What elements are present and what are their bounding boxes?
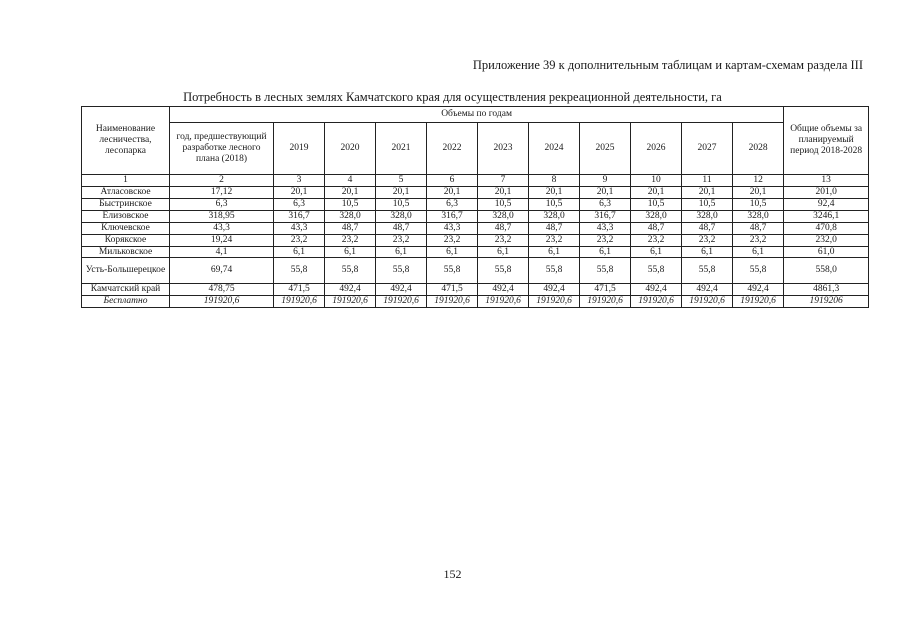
table-cell: 10,5	[682, 198, 733, 210]
recreation-needs-table	[81, 106, 869, 308]
table-cell: 191920,6	[325, 296, 376, 308]
table-cell: 6,1	[427, 246, 478, 258]
table-cell: 328,0	[478, 210, 529, 222]
table-cell: 191920,6	[682, 296, 733, 308]
table-cell: 55,8	[376, 258, 427, 284]
header-total: Общие объемы за планируемый период 2018-2028	[784, 107, 869, 175]
table-cell: 6,1	[733, 246, 784, 258]
table-cell: 92,4	[784, 198, 869, 210]
header-year-2024: 2024	[529, 123, 580, 175]
table-cell: 20,1	[580, 186, 631, 198]
table-cell: 201,0	[784, 186, 869, 198]
column-number: 12	[733, 175, 784, 187]
table-cell: 470,8	[784, 222, 869, 234]
table-cell: 69,74	[170, 258, 274, 284]
table-cell: 20,1	[733, 186, 784, 198]
table-cell: 55,8	[580, 258, 631, 284]
table-cell: 43,3	[274, 222, 325, 234]
table-cell: 316,7	[580, 210, 631, 222]
table-cell: 3246,1	[784, 210, 869, 222]
header-year-2023: 2023	[478, 123, 529, 175]
table-cell: 10,5	[631, 198, 682, 210]
table-cell: 191920,6	[170, 296, 274, 308]
header-year-2027: 2027	[682, 123, 733, 175]
table-cell: 55,8	[682, 258, 733, 284]
column-number: 11	[682, 175, 733, 187]
table-row	[82, 222, 869, 234]
table-cell: 6,1	[376, 246, 427, 258]
column-number: 1	[82, 175, 170, 187]
table-cell: 328,0	[529, 210, 580, 222]
table-cell: 492,4	[376, 284, 427, 296]
table-cell: 191920,6	[529, 296, 580, 308]
table-cell: 6,1	[274, 246, 325, 258]
column-number: 6	[427, 175, 478, 187]
table-cell: 471,5	[580, 284, 631, 296]
table-cell: 316,7	[274, 210, 325, 222]
column-number: 8	[529, 175, 580, 187]
table-cell: 48,7	[631, 222, 682, 234]
table-row	[82, 186, 869, 198]
table-title: Потребность в лесных землях Камчатского края для осуществления рекреационной деятельности, га	[183, 90, 722, 104]
table-cell: 1919206	[784, 296, 869, 308]
table-cell: 48,7	[478, 222, 529, 234]
table-cell: 4,1	[170, 246, 274, 258]
header-volumes-by-year: Объемы по годам	[170, 107, 784, 123]
column-number: 4	[325, 175, 376, 187]
table-cell: 10,5	[325, 198, 376, 210]
table-cell: 6,1	[478, 246, 529, 258]
column-number: 5	[376, 175, 427, 187]
table-cell: 20,1	[325, 186, 376, 198]
table-cell: 55,8	[631, 258, 682, 284]
column-number: 13	[784, 175, 869, 187]
header-year-2021: 2021	[376, 123, 427, 175]
table-row	[82, 210, 869, 222]
table-cell: 191920,6	[478, 296, 529, 308]
table-cell: 20,1	[682, 186, 733, 198]
column-number-row	[82, 175, 869, 187]
table-cell: 10,5	[376, 198, 427, 210]
table-cell: 6,1	[580, 246, 631, 258]
table-cell: 4861,3	[784, 284, 869, 296]
header-base-year: год, предшествующий разработке лесного плана (2018)	[170, 123, 274, 175]
row-name: Камчатский край	[82, 284, 170, 296]
table-cell: 6,3	[427, 198, 478, 210]
table-cell: 232,0	[784, 234, 869, 246]
table-cell: 20,1	[631, 186, 682, 198]
table-cell: 191920,6	[427, 296, 478, 308]
column-number: 3	[274, 175, 325, 187]
table-cell: 23,2	[274, 234, 325, 246]
table-cell: 191920,6	[580, 296, 631, 308]
table-cell: 43,3	[170, 222, 274, 234]
row-name: Усть-Большерецкое	[82, 258, 170, 284]
header-year-2026: 2026	[631, 123, 682, 175]
table-cell: 328,0	[682, 210, 733, 222]
table-cell: 191920,6	[631, 296, 682, 308]
table-cell: 23,2	[478, 234, 529, 246]
header-year-2020: 2020	[325, 123, 376, 175]
table-cell: 61,0	[784, 246, 869, 258]
table-cell: 191920,6	[376, 296, 427, 308]
column-number: 7	[478, 175, 529, 187]
table-cell: 23,2	[682, 234, 733, 246]
table-cell: 10,5	[478, 198, 529, 210]
table-cell: 316,7	[427, 210, 478, 222]
table-cell: 328,0	[733, 210, 784, 222]
column-number: 9	[580, 175, 631, 187]
table-cell: 10,5	[529, 198, 580, 210]
table-row	[82, 296, 869, 308]
table-cell: 43,3	[580, 222, 631, 234]
table-cell: 6,1	[529, 246, 580, 258]
header-year-2022: 2022	[427, 123, 478, 175]
table-cell: 492,4	[682, 284, 733, 296]
table-row	[82, 198, 869, 210]
table-cell: 20,1	[529, 186, 580, 198]
table-cell: 492,4	[529, 284, 580, 296]
header-year-2028: 2028	[733, 123, 784, 175]
row-name: Атласовское	[82, 186, 170, 198]
appendix-caption: Приложение 39 к дополнительным таблицам и картам-схемам раздела III	[472, 58, 863, 72]
table-cell: 23,2	[376, 234, 427, 246]
table-cell: 48,7	[682, 222, 733, 234]
table-cell: 48,7	[529, 222, 580, 234]
table-cell: 20,1	[376, 186, 427, 198]
table-cell: 48,7	[325, 222, 376, 234]
table-cell: 492,4	[325, 284, 376, 296]
table-cell: 48,7	[733, 222, 784, 234]
column-number: 2	[170, 175, 274, 187]
header-name: Наименование лесничества, лесопарка	[82, 107, 170, 175]
row-name: Ключевское	[82, 222, 170, 234]
page-number: 152	[443, 567, 462, 581]
table-cell: 492,4	[733, 284, 784, 296]
table-cell: 471,5	[427, 284, 478, 296]
table-cell: 55,8	[427, 258, 478, 284]
table-cell: 23,2	[325, 234, 376, 246]
table-cell: 6,1	[682, 246, 733, 258]
table-cell: 191920,6	[274, 296, 325, 308]
table-cell: 6,3	[580, 198, 631, 210]
table-cell: 55,8	[478, 258, 529, 284]
table-cell: 328,0	[376, 210, 427, 222]
row-name: Быстринское	[82, 198, 170, 210]
table-cell: 20,1	[274, 186, 325, 198]
table-cell: 492,4	[631, 284, 682, 296]
table-cell: 55,8	[325, 258, 376, 284]
table-row	[82, 258, 869, 284]
table-cell: 6,1	[325, 246, 376, 258]
table-cell: 318,95	[170, 210, 274, 222]
table-cell: 55,8	[733, 258, 784, 284]
table-cell: 191920,6	[733, 296, 784, 308]
table-cell: 17,12	[170, 186, 274, 198]
table-cell: 23,2	[427, 234, 478, 246]
row-name: Мильковское	[82, 246, 170, 258]
table-cell: 55,8	[529, 258, 580, 284]
table-cell: 558,0	[784, 258, 869, 284]
table-cell: 48,7	[376, 222, 427, 234]
table-cell: 6,3	[274, 198, 325, 210]
table-cell: 328,0	[325, 210, 376, 222]
row-name: Елизовское	[82, 210, 170, 222]
header-year-2025: 2025	[580, 123, 631, 175]
row-name: Корякское	[82, 234, 170, 246]
table-cell: 10,5	[733, 198, 784, 210]
table-cell: 6,3	[170, 198, 274, 210]
table-cell: 328,0	[631, 210, 682, 222]
header-year-2019: 2019	[274, 123, 325, 175]
table-row	[82, 246, 869, 258]
table-row	[82, 234, 869, 246]
table-cell: 23,2	[631, 234, 682, 246]
table-cell: 471,5	[274, 284, 325, 296]
table-cell: 55,8	[274, 258, 325, 284]
table-cell: 20,1	[478, 186, 529, 198]
table-row	[82, 284, 869, 296]
row-name: Бесплатно	[82, 296, 170, 308]
table-cell: 6,1	[631, 246, 682, 258]
table-cell: 23,2	[529, 234, 580, 246]
table-cell: 19,24	[170, 234, 274, 246]
table-cell: 43,3	[427, 222, 478, 234]
table-cell: 20,1	[427, 186, 478, 198]
table-cell: 492,4	[478, 284, 529, 296]
column-number: 10	[631, 175, 682, 187]
table-cell: 23,2	[733, 234, 784, 246]
table-cell: 23,2	[580, 234, 631, 246]
table-cell: 478,75	[170, 284, 274, 296]
